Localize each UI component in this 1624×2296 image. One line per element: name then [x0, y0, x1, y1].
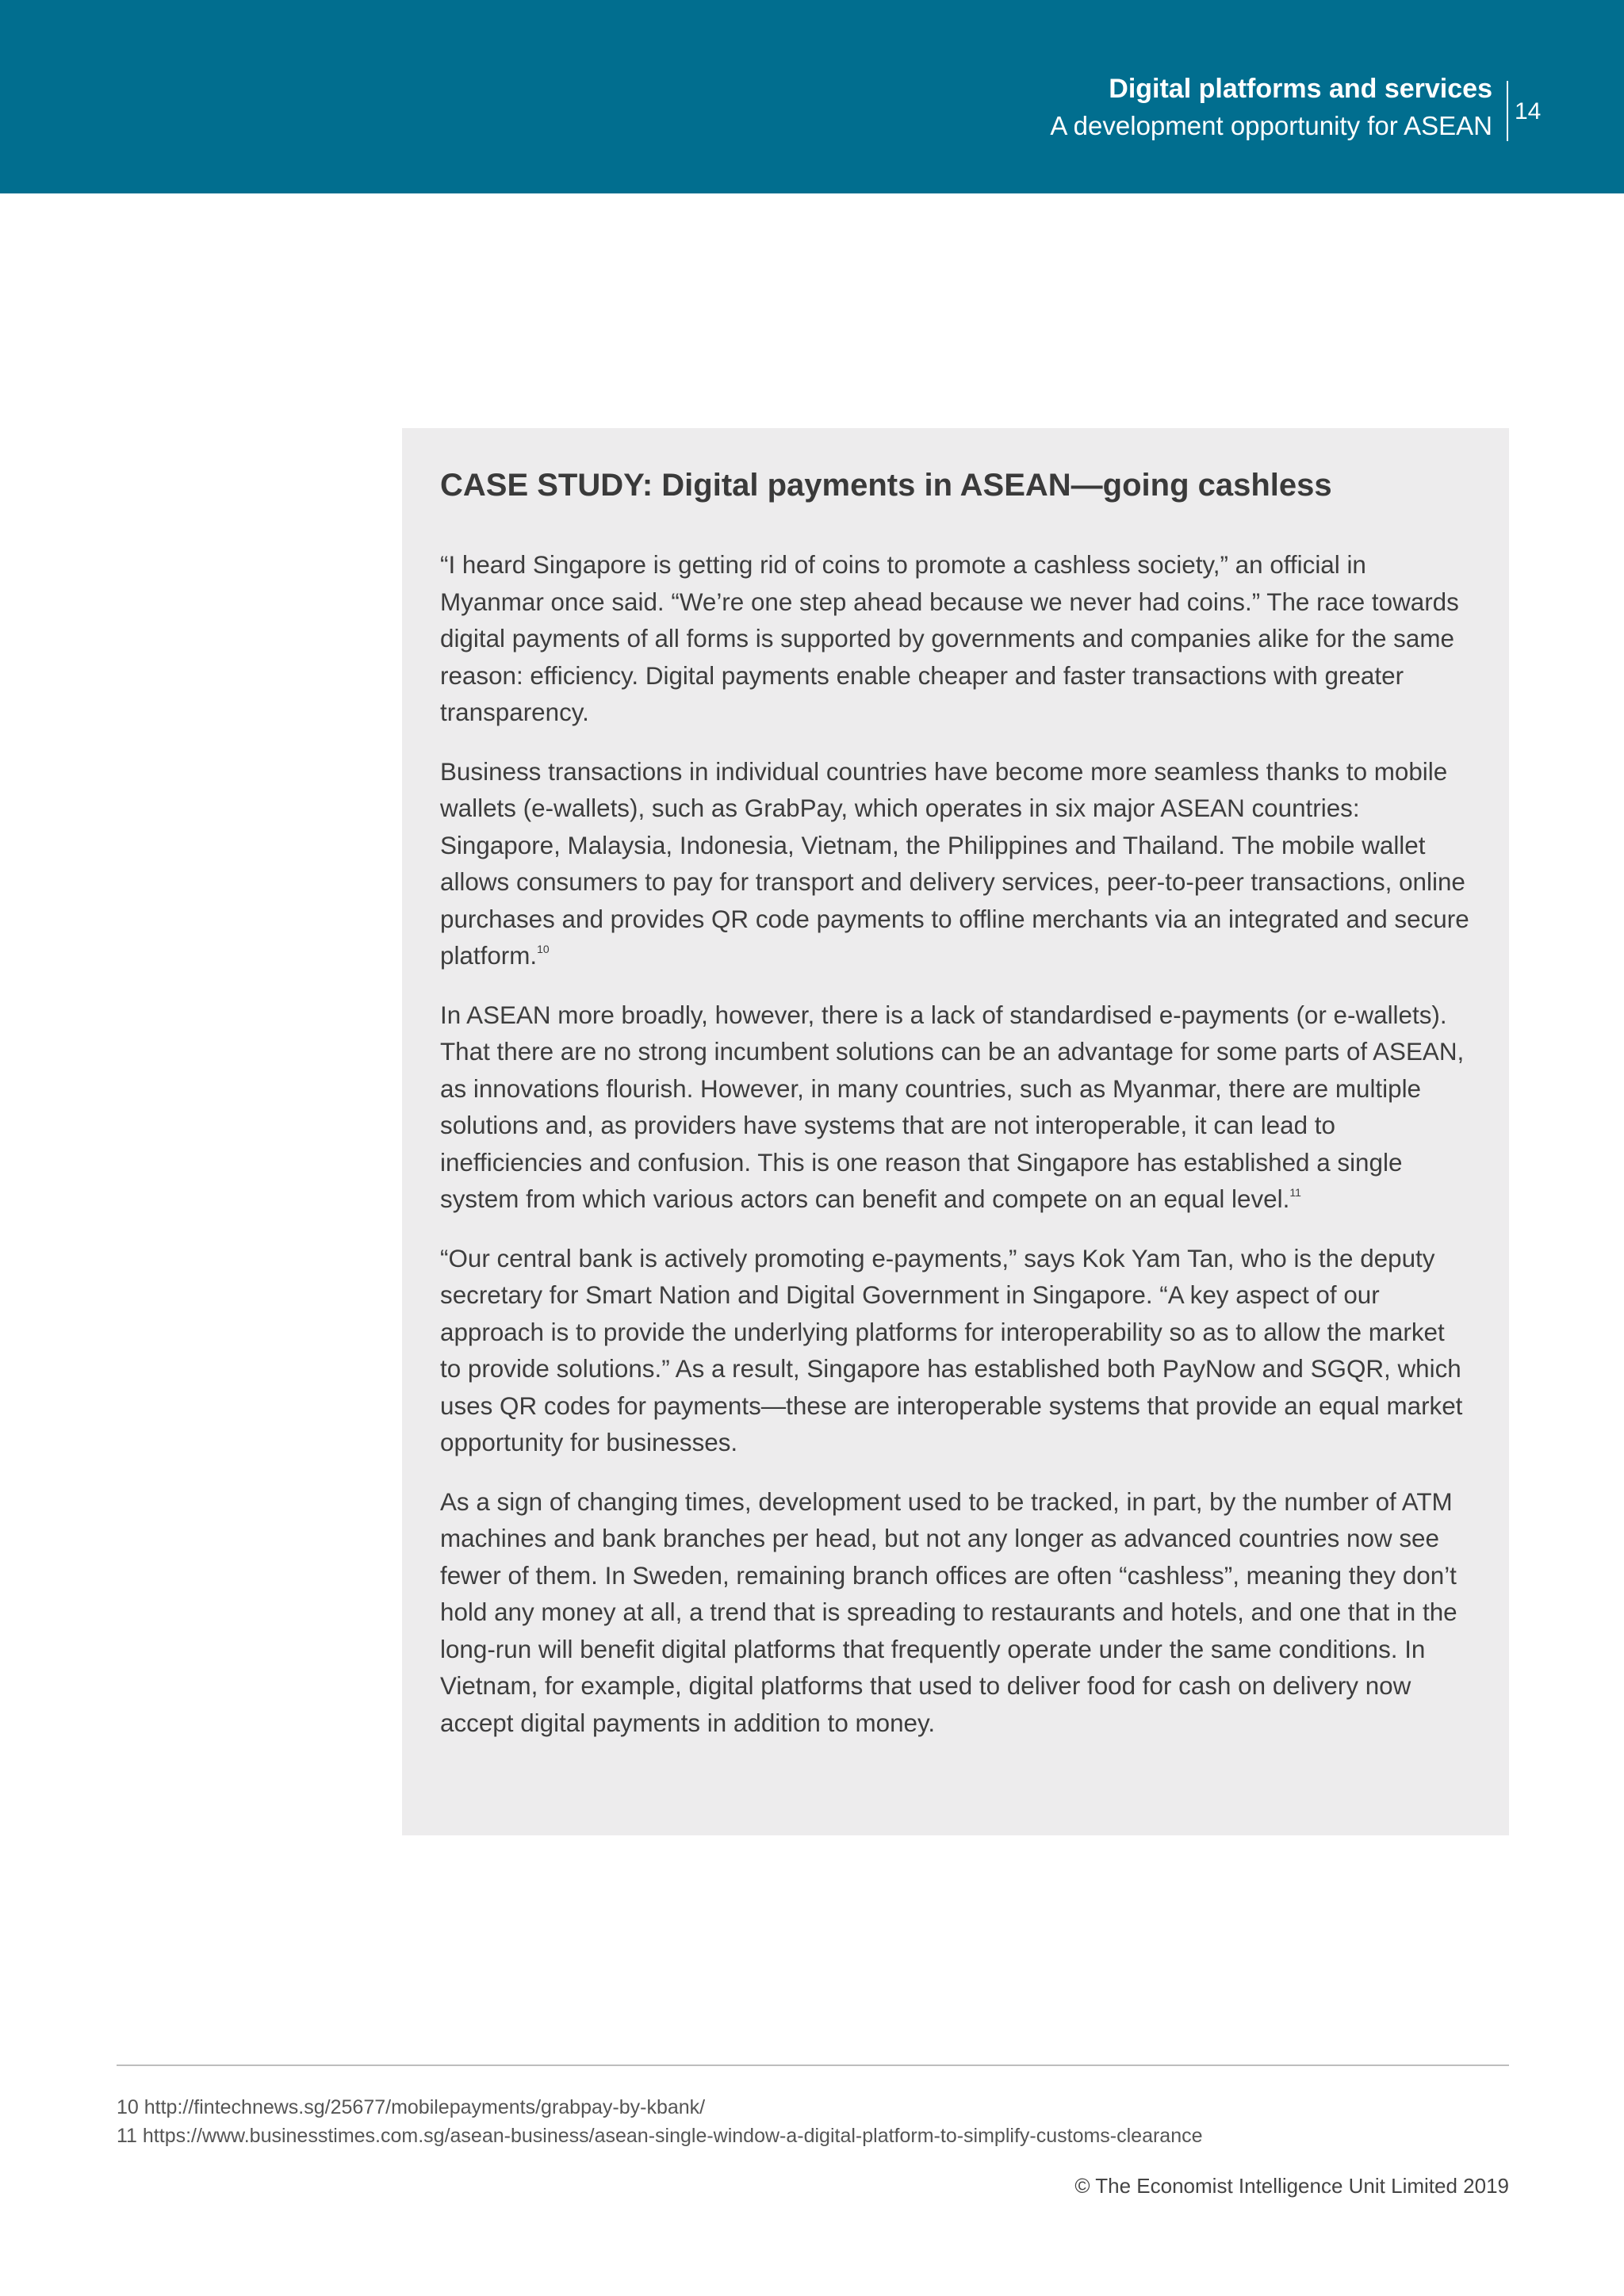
- footnote-divider: [117, 2064, 1509, 2066]
- case-study-paragraph: [440, 997, 1471, 1219]
- case-study-title: CASE STUDY: Digital payments in ASEAN—going cashless: [440, 468, 1332, 503]
- report-subtitle: A development opportunity for ASEAN: [1050, 111, 1492, 140]
- footnote-ref-11[interactable]: 11: [1289, 1186, 1301, 1199]
- footnote-10[interactable]: 10 http://fintechnews.sg/25677/mobilepayments/grabpay-by-kbank/: [117, 2096, 706, 2118]
- page-number: 14: [1515, 98, 1542, 124]
- case-study-paragraph: [440, 754, 1471, 975]
- paragraph-text: In ASEAN more broadly, however, there is a lack of standardised e-payments (or e-wallets). That there are no strong incumbent solutions can be an advantage for some parts of ASEAN, as innovations flourish. However, in many countries, such as Myanmar, there are multiple solutions and, as providers have systems that are not interoperable, it can lead to inefficiencies and confusion. This is one reason that Singapore has established a single system from which various actors can benefit and compete on an equal level.: [440, 1001, 1465, 1213]
- case-study-paragraph: “I heard Singapore is getting rid of coins to promote a cashless society,” an official in Myanmar once said. “We’re one step ahead because we never had coins.” The race towards digital payments of all forms is supported by governments and companies alike for the same reason: efficiency. Digital payments enable cheaper and faster transactions with greater transparency.: [440, 551, 1459, 726]
- paragraph-text: Business transactions in individual countries have become more seamless thanks to mobile wallets (e-wallets), such as GrabPay, which operates in six major ASEAN countries: Singapore, Malaysia, Indonesia, Vietnam, the Philippines and Thailand. The mobile wallet allows consumers to pay for transport and delivery services, peer-to-peer transactions, online purchases and provides QR code payments to offline merchants via an integrated and secure platform.: [440, 757, 1469, 970]
- report-title: Digital platforms and services: [1109, 74, 1492, 104]
- copyright-notice: © The Economist Intelligence Unit Limited 2019: [1074, 2174, 1509, 2198]
- header-divider: [1507, 81, 1508, 141]
- header-bar: [0, 0, 1624, 193]
- case-study-paragraph: As a sign of changing times, development used to be tracked, in part, by the number of ATM machines and bank branches per head, but not any longer as advanced countries now see fewer of them. In Sweden, remaining branch offices are often “cashless”, meaning they don’t hold any money at all, a trend that is spreading to restaurants and hotels, and one that in the long-run will benefit digital platforms that frequently operate under the same conditions. In Vietnam, for example, digital platforms that used to deliver food for cash on delivery now accept digital payments in addition to money.: [440, 1487, 1457, 1737]
- footnote-ref-10[interactable]: 10: [537, 943, 550, 955]
- case-study-box: [402, 428, 1509, 1835]
- header-text: [1050, 70, 1492, 144]
- footnotes: [117, 2093, 1203, 2150]
- case-study-paragraph: “Our central bank is actively promoting e-payments,” says Kok Yam Tan, who is the deputy secretary for Smart Nation and Digital Government in Singapore. “A key aspect of our approach is to provide the underlying platforms for interoperability so as to allow the market to provide solutions.” As a result, Singapore has established both PayNow and SGQR, which uses QR codes for payments—these are interoperable systems that provide an equal market opportunity for businesses.: [440, 1244, 1463, 1456]
- footnote-11[interactable]: 11 https://www.businesstimes.com.sg/asean-business/asean-single-window-a-digital-platform-to-simplify-customs-clearance: [117, 2125, 1203, 2147]
